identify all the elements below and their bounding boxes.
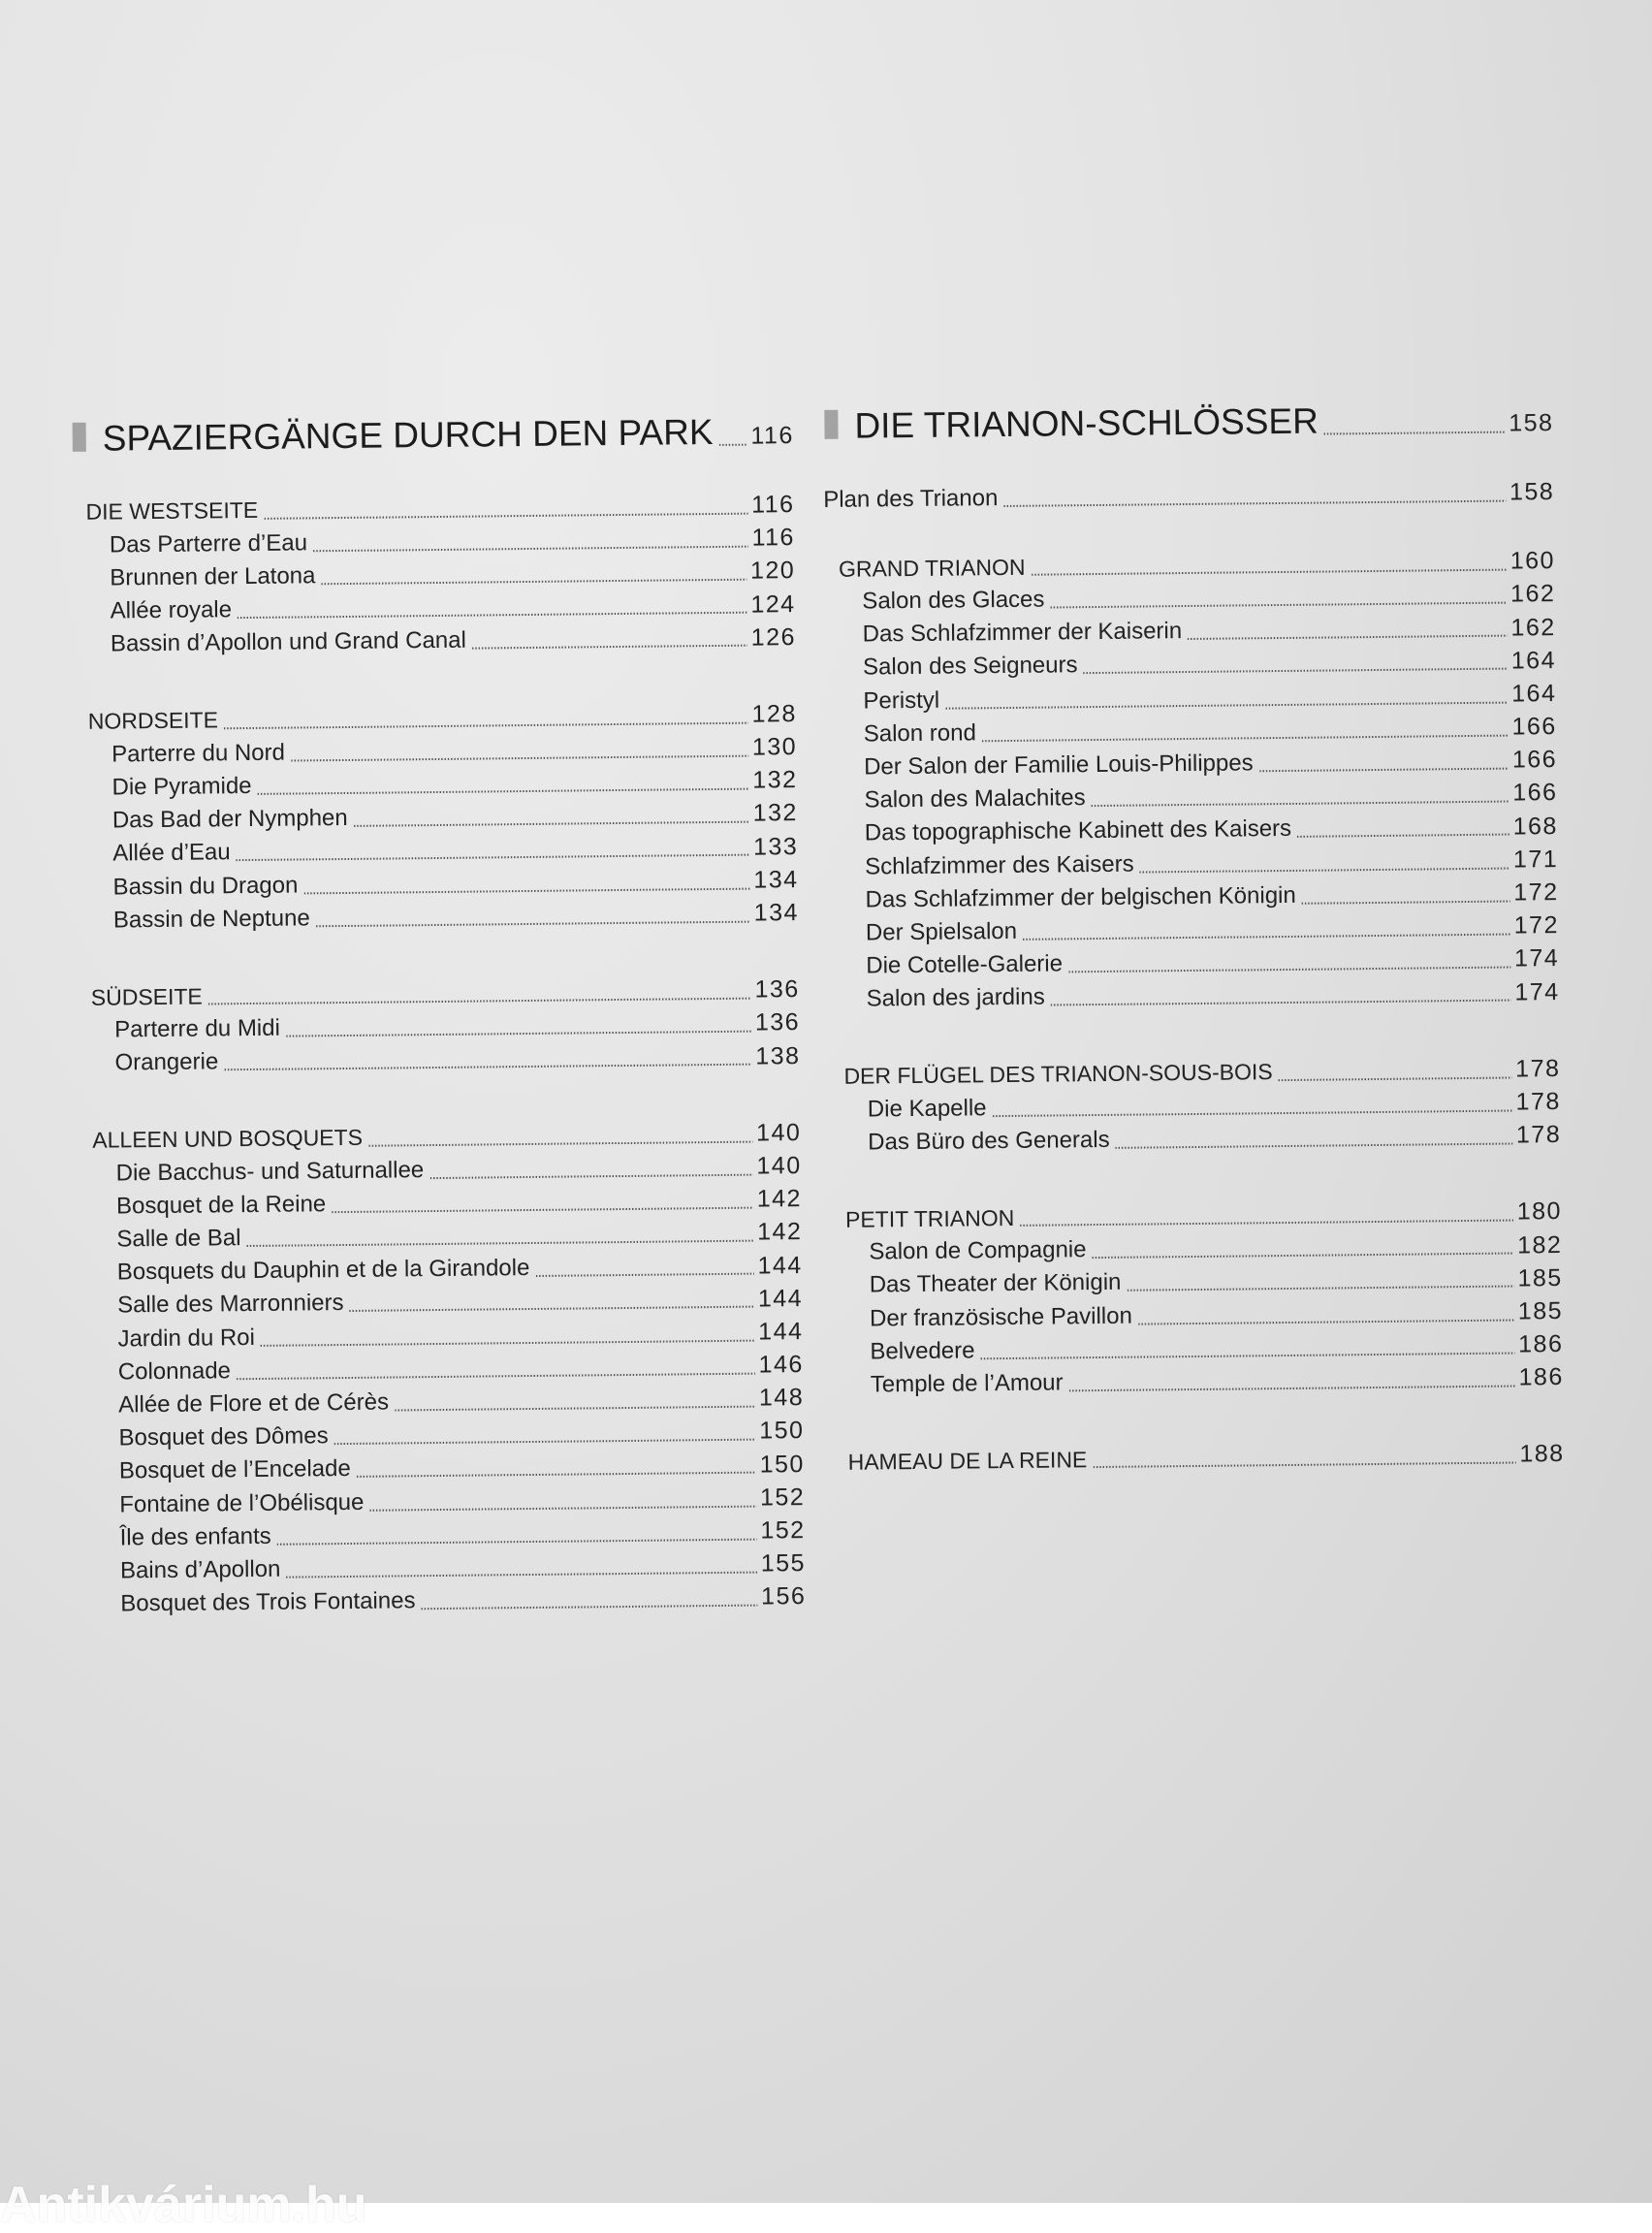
toc-entry-page: 116 — [751, 524, 796, 552]
toc-sections — [67, 488, 806, 1620]
toc-section-heading-title: SÜDSEITE — [90, 983, 203, 1010]
heading-marker — [73, 423, 86, 452]
toc-entry-title: Salon des Glaces — [862, 586, 1045, 615]
toc-entry-page: 166 — [1511, 746, 1558, 774]
toc-entry-title: Bosquet de l’Encelade — [118, 1455, 351, 1484]
toc-entry-page: 166 — [1511, 713, 1557, 741]
toc-entry-title: Salon des Seigneurs — [862, 652, 1078, 681]
toc-entry-title: Peristyl — [863, 686, 940, 715]
toc-entry-page: 164 — [1511, 679, 1557, 708]
dot-leader — [535, 1273, 753, 1277]
dot-leader — [395, 1406, 755, 1412]
dot-leader — [261, 1339, 754, 1346]
dot-leader — [303, 887, 749, 894]
dot-leader — [1092, 801, 1509, 808]
toc-section — [70, 697, 799, 937]
toc-entry-title: Parterre du Nord — [111, 739, 286, 768]
toc-entry-page: 162 — [1510, 613, 1556, 642]
toc-entry-title: Das Büro des Generals — [868, 1126, 1110, 1156]
toc-entry-page: 134 — [753, 865, 799, 894]
dot-leader — [277, 1538, 757, 1545]
part-heading — [818, 396, 1553, 450]
dot-leader — [247, 1240, 754, 1247]
toc-entry-page: 142 — [757, 1218, 803, 1246]
toc-entry-title: Fontaine de l’Obélisque — [119, 1488, 365, 1518]
dot-leader — [719, 444, 747, 446]
dot-leader — [286, 1031, 751, 1037]
dot-leader — [982, 734, 1509, 742]
toc-entry-page: 164 — [1510, 646, 1557, 675]
toc-entry-title: Das Bad der Nymphen — [111, 805, 348, 834]
dot-leader — [945, 701, 1508, 709]
dot-leader — [224, 721, 748, 729]
toc-entry-title: Bassin de Neptune — [112, 905, 310, 934]
toc-entry-page: 144 — [758, 1317, 804, 1346]
part-heading-page: 116 — [750, 421, 794, 450]
toc-entry-title: Der Salon der Familie Louis-Philippes — [864, 750, 1254, 781]
toc-section-heading-title: HAMEAU DE LA REINE — [847, 1447, 1088, 1475]
dot-leader — [1116, 1142, 1512, 1148]
toc-section-heading-title: ALLEEN UND BOSQUETS — [92, 1125, 364, 1153]
toc-entry-page: 186 — [1518, 1330, 1564, 1358]
toc-entry-title: Bosquets du Dauphin et de la Girandole — [116, 1255, 530, 1286]
toc-entry-page: 146 — [758, 1351, 804, 1379]
watermark: Antikvárium.hu — [0, 2177, 367, 2233]
dot-leader — [354, 821, 749, 827]
toc-sections — [820, 544, 1565, 1478]
dot-leader — [224, 1064, 751, 1071]
dot-leader — [332, 1206, 753, 1213]
dot-leader — [238, 612, 747, 620]
toc-entry-title: Das Schlafzimmer der belgischen Königin — [865, 881, 1296, 913]
toc-entry-page: 166 — [1512, 779, 1558, 808]
toc-section-heading-title: PETIT TRIANON — [844, 1204, 1015, 1232]
part-heading-title: SPAZIERGÄNGE DURCH DEN PARK — [102, 411, 714, 459]
toc-entry-page: 158 — [1509, 478, 1555, 506]
toc-entry-title: Parterre du Midi — [114, 1014, 281, 1043]
toc-entry-page: 150 — [759, 1450, 806, 1479]
dot-leader — [1140, 867, 1509, 873]
dot-leader — [1324, 431, 1505, 435]
toc-section-heading-title: NORDSEITE — [87, 707, 219, 735]
dot-leader — [1138, 1319, 1514, 1324]
toc-entry-title: Das topographische Kabinett des Kaisers — [864, 815, 1292, 846]
dot-leader — [1032, 568, 1507, 575]
toc-entry-title: Plan des Trianon — [823, 484, 999, 513]
toc-section-heading-page: 180 — [1516, 1197, 1563, 1226]
toc-entry-title: Salon des Malachites — [864, 784, 1086, 813]
dot-leader — [1084, 668, 1508, 675]
toc-entry-page: 120 — [749, 557, 796, 585]
toc-entry-page: 172 — [1513, 911, 1560, 940]
toc-entry-title: Brunnen der Latona — [110, 562, 316, 591]
toc-entry-title: Bassin du Dragon — [112, 872, 299, 901]
dot-leader — [1297, 834, 1509, 838]
toc-section-heading-page: 116 — [751, 491, 795, 519]
toc-section-heading — [829, 1438, 1564, 1479]
dot-leader — [370, 1505, 757, 1511]
toc-entry-title: Die Pyramide — [111, 772, 252, 801]
toc-section-heading-title: DER FLÜGEL DES TRIANON-SOUS-BOIS — [843, 1059, 1273, 1089]
toc-section-heading-page: 140 — [755, 1118, 802, 1147]
dot-leader — [1128, 1286, 1514, 1292]
dot-leader — [1051, 1000, 1511, 1006]
toc-entry-title: Salle des Marronniers — [116, 1290, 344, 1319]
toc-entry-title: Jardin du Roi — [117, 1324, 256, 1353]
toc-entry-page: 171 — [1512, 845, 1559, 874]
toc-entry-title: Bosquet de la Reine — [115, 1191, 327, 1220]
toc-entry-page: 133 — [752, 832, 799, 861]
toc-entry-page: 150 — [759, 1417, 805, 1446]
toc-entry-page: 138 — [755, 1041, 801, 1070]
toc-entry-page: 126 — [750, 622, 797, 652]
toc-entry-page: 185 — [1517, 1263, 1563, 1292]
dot-leader — [1069, 1386, 1515, 1392]
dot-leader — [322, 579, 747, 586]
toc-entry-title: Salon rond — [863, 719, 977, 748]
toc-entry-page: 152 — [760, 1516, 806, 1545]
toc-section — [74, 1116, 806, 1621]
toc-intro — [819, 475, 1554, 516]
dot-leader — [334, 1439, 756, 1446]
toc-entry-title: Bassin d’Apollon und Grand Canal — [110, 627, 467, 657]
toc-entry-page: 148 — [758, 1384, 805, 1412]
toc-entry-page: 132 — [752, 799, 798, 828]
dot-leader — [422, 1605, 758, 1611]
toc-entry-page: 134 — [753, 899, 800, 927]
dot-leader — [208, 998, 751, 1005]
toc-entry-page: 130 — [751, 733, 798, 761]
dot-leader — [1279, 1076, 1512, 1081]
toc-entry-title: Das Schlafzimmer der Kaiserin — [862, 618, 1183, 648]
toc-entry-title: Allée de Flore et de Cérès — [118, 1388, 390, 1419]
toc-section-heading-page: 188 — [1519, 1440, 1565, 1468]
dot-leader — [429, 1173, 752, 1178]
toc-entry-page: 136 — [754, 1008, 801, 1037]
toc-entry-title: Colonnade — [117, 1357, 232, 1386]
toc-entry-page: 174 — [1514, 977, 1560, 1006]
watermark-area — [0, 2177, 427, 2233]
toc-section — [829, 1438, 1564, 1479]
toc-entry-page: 172 — [1513, 878, 1559, 907]
toc-entry-page: 140 — [756, 1152, 802, 1180]
dot-leader — [1068, 967, 1510, 973]
toc-entry-title: Belvedere — [870, 1337, 975, 1365]
toc-section — [827, 1195, 1564, 1401]
toc-entry-title: Allée d’Eau — [112, 839, 231, 867]
dot-leader — [993, 1109, 1512, 1117]
toc-entry-title: Salon de Compagnie — [869, 1236, 1087, 1265]
toc-entry-title: Die Cotelle-Galerie — [866, 950, 1064, 979]
toc-entry-title: Salon des jardins — [866, 983, 1045, 1012]
dot-leader — [258, 788, 749, 795]
toc-entry-title: Allée royale — [110, 596, 233, 624]
toc-entry-page: 186 — [1518, 1363, 1564, 1391]
toc-section-heading-page: 136 — [754, 975, 800, 1004]
dot-leader — [1020, 1220, 1513, 1227]
part-heading — [67, 408, 794, 463]
toc-entry-page: 155 — [760, 1549, 807, 1578]
toc-section-heading-title: DIE WESTSEITE — [85, 497, 259, 526]
dot-leader — [237, 854, 749, 862]
toc-column-left — [67, 408, 807, 1620]
dot-leader — [264, 512, 747, 519]
toc-entry-title: Bosquet des Dômes — [118, 1422, 329, 1451]
dot-leader — [291, 754, 748, 761]
toc-entry-title: Die Bacchus- und Saturnallee — [115, 1156, 425, 1187]
toc-entry-title: Bosquet des Trois Fontaines — [120, 1587, 416, 1617]
dot-leader — [1003, 499, 1506, 506]
toc-entry-page: 168 — [1512, 812, 1558, 841]
toc-entry-title: Salle de Bal — [116, 1225, 241, 1253]
toc-section-heading-title: GRAND TRIANON — [838, 554, 1026, 582]
toc-entry-page: 185 — [1517, 1296, 1564, 1325]
toc-entry-page: 182 — [1516, 1230, 1563, 1260]
toc-section-heading-page: 160 — [1509, 547, 1556, 575]
toc-entry-page: 144 — [757, 1251, 803, 1280]
dot-leader — [316, 920, 750, 927]
toc-entry-title: Die Kapelle — [867, 1094, 987, 1123]
dot-leader — [1023, 933, 1510, 940]
toc-section — [67, 488, 796, 661]
toc-column-right — [818, 396, 1565, 1479]
toc-entry — [819, 475, 1554, 516]
part-heading-page: 158 — [1509, 408, 1554, 437]
dot-leader — [313, 545, 748, 552]
toc-entry-page: 144 — [757, 1284, 804, 1313]
toc-entry-title: Der französische Pavillon — [869, 1302, 1133, 1332]
toc-entry-title: Das Theater der Königin — [869, 1269, 1122, 1298]
dot-leader — [1093, 1462, 1515, 1469]
toc-entry-page: 132 — [752, 766, 798, 794]
toc-entry-page: 174 — [1513, 944, 1560, 973]
toc-entry-title: Schlafzimmer des Kaisers — [865, 850, 1134, 880]
toc-entry-page: 152 — [759, 1483, 806, 1512]
heading-marker — [824, 410, 838, 439]
dot-leader — [237, 1372, 755, 1380]
dot-leader — [357, 1472, 756, 1478]
toc-entry-title: Orangerie — [114, 1048, 219, 1076]
dot-leader — [1302, 900, 1510, 904]
toc-entry-title: Bains d’Apollon — [119, 1555, 281, 1584]
toc-section-heading-page: 178 — [1515, 1054, 1561, 1083]
toc-section — [825, 1052, 1561, 1159]
toc-section-heading-page: 128 — [751, 700, 797, 728]
dot-leader — [368, 1140, 752, 1146]
toc-entry-page: 124 — [750, 590, 796, 619]
toc-entry-title: Der Spielsalon — [865, 917, 1018, 946]
part-heading-title: DIE TRIANON-SCHLÖSSER — [854, 400, 1319, 446]
dot-leader — [1188, 635, 1507, 640]
toc-entry-title: Île des enfants — [119, 1522, 271, 1551]
dot-leader — [1051, 602, 1508, 609]
toc-entry-page: 162 — [1509, 580, 1556, 608]
toc-entry-page: 142 — [756, 1185, 803, 1213]
dot-leader — [981, 1352, 1515, 1359]
toc-entry-page: 178 — [1515, 1121, 1562, 1149]
toc-entry-title: Das Parterre d’Eau — [109, 529, 308, 558]
toc-entry-page: 156 — [760, 1582, 807, 1611]
dot-leader — [472, 645, 747, 650]
dot-leader — [350, 1306, 754, 1312]
dot-leader — [287, 1572, 757, 1579]
toc-section — [820, 544, 1560, 1016]
toc-section — [73, 973, 801, 1079]
dot-leader — [1259, 768, 1509, 773]
dot-leader — [1093, 1253, 1514, 1260]
toc-entry-title: Temple de l’Amour — [870, 1369, 1064, 1398]
toc-entry-page: 178 — [1515, 1088, 1561, 1116]
